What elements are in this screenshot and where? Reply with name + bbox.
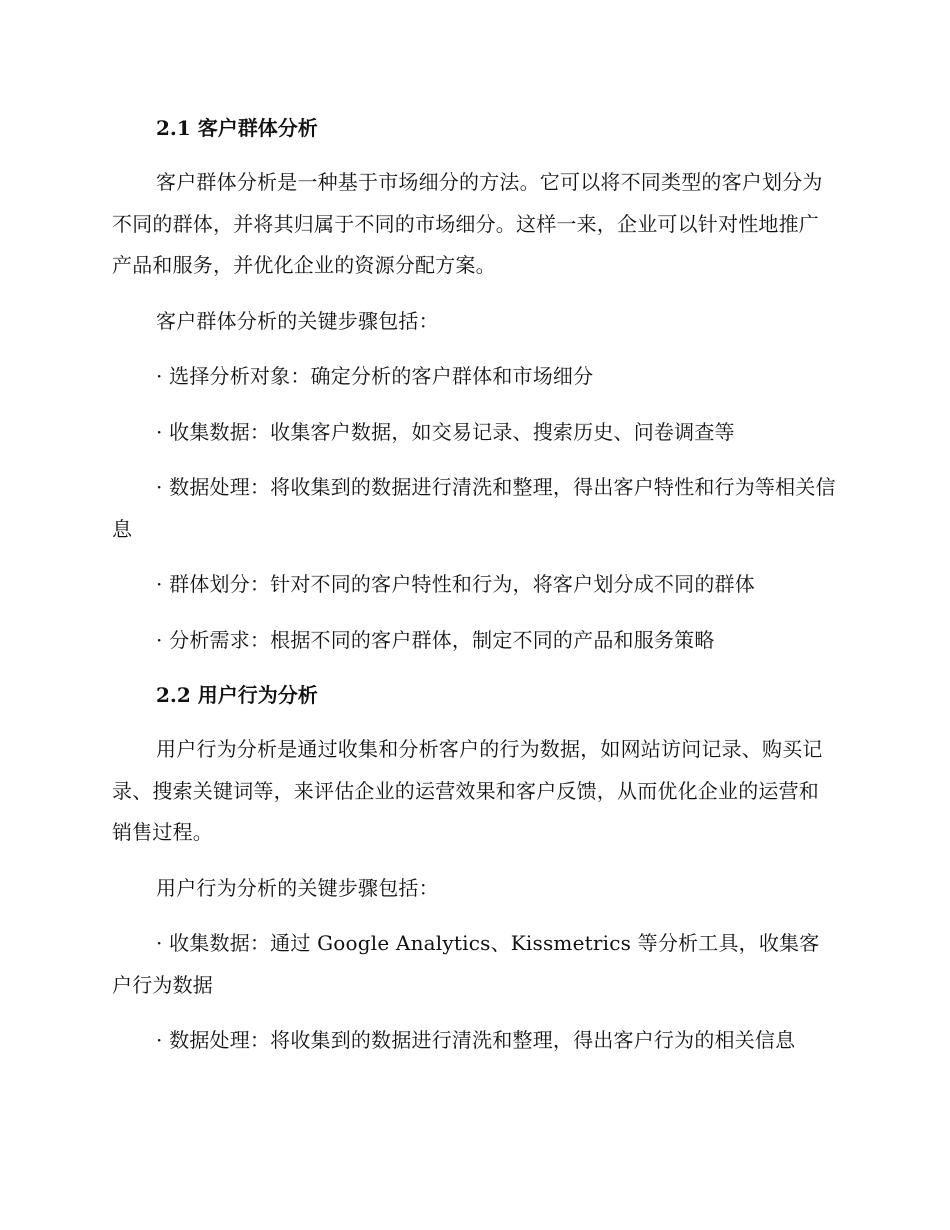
section-2-steps-intro: 用户行为分析的关键步骤包括： bbox=[156, 875, 439, 900]
section-2-intro: 用户行为分析是通过收集和分析客户的行为数据，如网站访问记录、购买记录、搜索关键词等，来评估企业的运营效果和客户反馈，从而优化企业的运营和销售过程。 bbox=[112, 737, 823, 844]
section-1-step-4: · 群体划分：针对不同的客户特性和行为，将客户划分成不同的群体 bbox=[156, 572, 755, 596]
section-heading-2-1: 2.1 客户群体分析 bbox=[156, 116, 318, 140]
section-1-intro: 客户群体分析是一种基于市场细分的方法。它可以将不同类型的客户划分为不同的群体，并将其归属于不同的市场细分。这样一来，企业可以针对性地推广产品和服务，并优化企业的资源分配方案。 bbox=[112, 170, 823, 277]
document-page bbox=[112, 108, 836, 1062]
section-heading-2-2: 2.2 用户行为分析 bbox=[156, 683, 318, 707]
section-1-step-1: · 选择分析对象：确定分析的客户群体和市场细分 bbox=[156, 364, 594, 388]
section-1-step-3: · 数据处理：将收集到的数据进行清洗和整理，得出客户特性和行为等相关信息 bbox=[112, 475, 836, 541]
section-2-step-1: · 收集数据：通过 Google Analytics、Kissmetrics 等分析工具，收集客户行为数据 bbox=[112, 931, 820, 997]
section-2-step-2: · 数据处理：将收集到的数据进行清洗和整理，得出客户行为的相关信息 bbox=[156, 1028, 796, 1052]
section-1-step-2: · 收集数据：收集客户数据，如交易记录、搜索历史、问卷调查等 bbox=[156, 419, 735, 444]
section-1-steps-intro: 客户群体分析的关键步骤包括： bbox=[156, 308, 439, 333]
section-1-step-5: · 分析需求：根据不同的客户群体，制定不同的产品和服务策略 bbox=[156, 627, 715, 652]
